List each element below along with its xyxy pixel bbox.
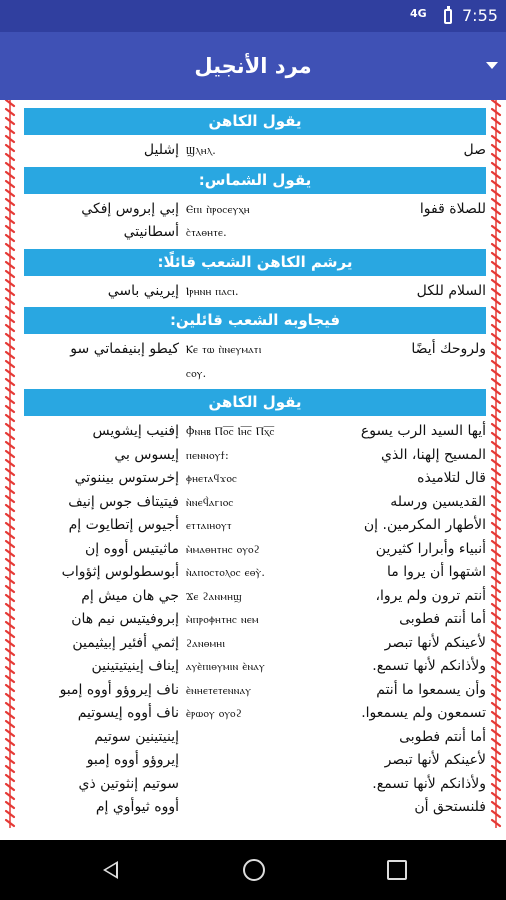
text-line: إفنيب إيشويس [92,423,179,439]
text-line: إبروفيتيس نيم هان [71,611,179,627]
text-line: ولأذانكم لأنها تسمع. [372,775,486,792]
arabic-translation [342,338,486,362]
text-line: ولروحك أيضًا [411,341,486,357]
text-line: إينيتينين سوتيم [94,728,179,745]
text-line: ماثيتيس أووه إن [84,540,179,557]
text-line: ⲉⲧⲧⲁⲓⲏⲟⲩⲧ [186,519,232,532]
text-line: أنتم ترون ولم يروا، [375,587,486,604]
text-line: قال لتلاميذه [417,470,486,486]
coptic-text [186,139,338,163]
arabic-transliteration [24,198,179,245]
section-header: فيجاوبه الشعب قائلين: [24,307,486,334]
arabic-transliteration [24,420,179,820]
liturgy-text [24,108,486,824]
text-line: سوتيم إنثوتين ذي [78,775,179,792]
text-line: Ⲉⲡⲓ ⲡ̀ⲣⲟⲥⲉⲩⲭⲏ [186,202,250,216]
content-scroll-area[interactable] [0,100,506,828]
text-line: إشليل [143,142,179,158]
arabic-transliteration [24,139,179,163]
text-line: Ϣⲗⲏⲗ. [186,144,217,157]
section-header: يقول الكاهن [24,389,486,416]
text-row [24,139,486,163]
arabic-transliteration [24,338,179,362]
text-line: ⲥⲟⲩ. [186,366,207,380]
text-line: ⲉ̀ⲛⲏⲉⲧⲉⲧⲉⲛⲛⲁⲩ [186,683,252,697]
arabic-translation [342,280,486,304]
text-row [24,198,486,245]
arabic-translation [342,139,486,163]
coptic-text [186,198,338,245]
text-line: أسطانيتي [123,224,179,240]
text-line: أنبياء وأبرارا كثيرين [375,540,486,557]
text-line: إبي إبروس إفكي [81,200,179,217]
rope-border-left [4,100,16,828]
text-line: Ⲓⲣⲏⲛⲏ ⲡⲁⲥⲓ. [186,284,239,298]
section-header: يقول الكاهن [24,108,486,135]
recents-icon[interactable] [387,860,407,880]
text-line: ⲥ̀ⲧⲁⲑⲏⲧⲉ. [186,226,227,239]
text-line: إيريني باسي [107,282,179,299]
text-line: إخرستوس بيننوتي [74,470,179,486]
text-row [24,280,486,304]
section-header: يقول الشماس: [24,167,486,194]
text-line: ⲙ̀ⲡⲣⲟⲫⲏⲧⲏⲥ ⲛⲉⲙ [186,613,259,626]
text-line: ⲛ̀ⲁⲡⲟⲥⲧⲟⲗⲟⲥ ⲉⲑⲩ̀. [186,566,266,579]
arabic-translation [342,198,486,222]
coptic-text [186,280,338,304]
text-row [24,338,486,385]
text-line: إثمي أفئير إبيثيمين [72,634,179,651]
text-line: ⲙ̀ⲙⲁⲑⲏⲧⲏⲥ ⲟⲩⲟϩ [186,542,260,556]
text-line: إيناف إينيتيتينين [91,658,179,674]
text-line: أما أنتم فطوبى [399,728,486,745]
app-bar [0,32,506,100]
text-line: كيطو إبنيفماتي سو [70,341,179,357]
battery-icon [444,9,452,24]
text-line: أما أنتم فطوبى [399,611,486,627]
text-line: المسيح إلهنا، الذي [381,446,486,463]
text-line: ناف أووه إيسوتيم [77,705,179,721]
text-line: Ϫⲉ ϩⲁⲛⲙⲏϣ [186,589,242,603]
text-line: لأعينكم لأنها تبصر [384,634,486,651]
nav-bar [0,840,506,900]
text-line: فلنستحق أن [414,799,486,815]
text-line: اشتهوا أن يروا ما [387,564,486,580]
text-line: ⲉ̀ⲣⲱⲟⲩ ⲟⲩⲟϩ [186,707,242,720]
text-line: السلام للكل [416,282,486,299]
text-line: أيها السيد الرب يسوع [360,423,486,439]
text-line: تسمعون ولم يسمعوا. [361,705,486,721]
text-line: إيروؤو أووه إمبو [86,752,179,768]
text-line: جي هان ميش إم [81,587,179,604]
text-row [24,420,486,820]
text-line: أووه ثيوأوي إم [95,799,179,815]
rope-border-right [490,100,502,828]
status-bar [0,0,506,32]
text-line: Ⲫⲛⲏⲃ Ⲡⲟ̅ⲥ̅ Ⲓⲏ̅ⲥ̅ Ⲡⲭ̅ⲥ̅ [186,425,275,438]
text-line: ناف إيروؤو أووه إمبو [59,681,179,698]
page-title: مرد الأنجيل [194,54,312,78]
signal-icon: 4G [410,7,427,20]
text-line: للصلاة قفوا [419,200,486,217]
text-line: Ⲕⲉ ⲧⲱ ⲡ̀ⲛⲉⲩⲙⲁⲧⲓ [186,343,262,356]
text-line: ⲡⲉⲛⲛⲟⲩϯ: [186,448,230,462]
dropdown-menu-icon[interactable] [486,62,498,69]
text-line: ⲛ̀ⲛⲉϥ̀ⲁⲅⲓⲟⲥ [186,495,234,509]
text-line: الأطهار المكرمين. إن [363,517,486,533]
section-header: يرشم الكاهن الشعب قائلًا: [24,249,486,276]
text-line: فيتيتاف جوس إنيف [68,493,179,510]
text-line: صل [463,142,486,158]
text-line: ⲁⲩⲉ̀ⲡⲓⲑⲩⲙⲓⲛ ⲉ̀ⲛⲁⲩ [186,660,265,673]
text-line: ϩⲁⲛⲑⲙⲏⲓ [186,636,226,650]
text-line: لأعينكم لأنها تبصر [384,752,486,768]
text-line: وأن يسمعوا ما أنتم [376,681,486,698]
home-icon[interactable] [243,859,265,881]
back-icon[interactable] [103,861,118,879]
text-line: إيسوس بي [114,446,179,463]
text-line: أبوسطولوس إثؤواب [61,564,179,580]
arabic-transliteration [24,280,179,304]
text-line: ⲫⲏⲉⲧⲁϥϫⲟⲥ [186,472,238,485]
arabic-translation [342,420,486,820]
status-time: 7:55 [462,6,498,25]
coptic-text [186,338,338,385]
content-bottom [0,828,506,840]
text-line: القديسين ورسله [390,493,486,510]
coptic-text [186,420,338,726]
text-line: أجيوس إتطايوت إم [68,517,179,533]
text-line: ولأذانكم لأنها تسمع. [372,658,486,674]
